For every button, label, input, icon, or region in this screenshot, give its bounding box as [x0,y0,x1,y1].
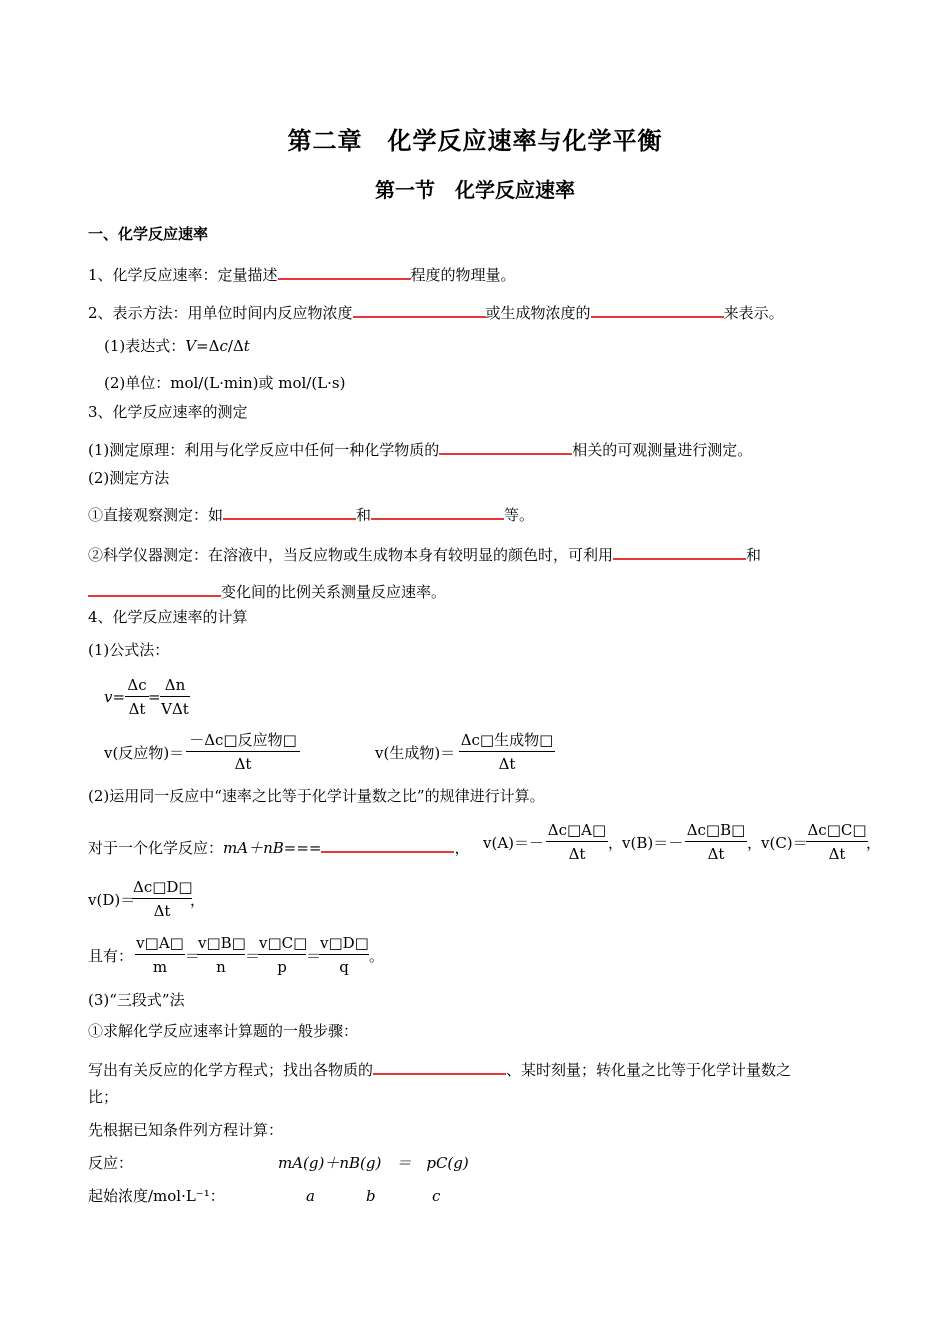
table-cell: b [366,1187,376,1205]
ratio-eq: ＝ [245,947,261,965]
ratio-lead: 且有： [88,947,134,965]
fill-blank[interactable] [223,500,356,520]
paragraph-3-2: (2)测定方法 [88,469,170,487]
fraction-rate-d: $\frac{\Delta c□D□}{\Delta t}$ [133,878,193,920]
paragraph-3-2b: ②科学仪器测定：在溶液中，当反应物或生成物本身有较明显的颜色时，可利用 和 [88,540,761,565]
paragraph-3-2b-cont: 变化间的比例关系测量反应速率。 [88,577,446,602]
section-title: 第一节 化学反应速率 [375,178,575,202]
heading-section-1: 一、化学反应速率 [88,225,209,243]
fraction-dc-dt: $\frac{\Delta c}{\Delta t}$ [125,676,149,718]
paragraph-3-2a: ①直接观察测定：如 和 等。 [88,500,534,525]
rate-c-lhs: v(C)＝ [761,834,808,852]
fraction-ratio-a: $\frac{v□A□}{m}$ [136,934,184,976]
paragraph-3-1: (1)测定原理：利用与化学反应中任何一种化学物质的 相关的可观测量进行测定。 [88,435,752,460]
fraction-rate-c: $\frac{\Delta c□C□}{\Delta t}$ [807,821,867,863]
fill-blank[interactable] [88,577,221,597]
chapter-title: 第二章 化学反应速率与化学平衡 [287,126,663,155]
separator: ， [608,834,624,852]
formula-eq: = [148,688,161,706]
unit-line: (2)单位：mol/(L·min)或 mol/(L·s) [104,374,346,392]
separator: ， [866,834,882,852]
fraction-reactant: －Δc□反应物□ Δt [186,731,300,773]
reaction-equation: mA(g)＋nB(g) ＝ pC(g) [278,1154,469,1172]
table-cell: c [432,1187,441,1205]
paragraph-4: 4、化学反应速率的计算 [88,608,248,626]
fraction-rate-a: $\frac{\Delta c□A□}{\Delta t}$ [547,821,607,863]
rate-d-lhs: v(D)＝ [88,891,136,909]
paragraph-3: 3、化学反应速率的测定 [88,403,248,421]
fill-blank[interactable] [613,540,746,560]
fraction-rate-b: $\frac{\Delta c□B□}{\Delta t}$ [686,821,746,863]
rate-a-lhs: v(A)＝－ [483,834,545,852]
rate-b-lhs: v(B)＝－ [622,834,684,852]
paragraph-4-3b: 写出有关反应的化学方程式；找出各物质的 、某时刻量；转化量之比等于化学计量数之 [88,1055,791,1080]
formula-v-lhs: v= [104,688,126,706]
fill-blank[interactable] [321,833,454,853]
expression-line: (1)表达式：V=Δc/Δt [104,337,250,355]
fraction-dn-vdt: Δn VΔt [161,676,189,718]
fraction-ratio-d: $\frac{v□D□}{q}$ [320,934,369,976]
paragraph-1: 1、化学反应速率：定量描述 程度的物理量。 [88,260,516,285]
ratio-eq: ＝ [185,947,201,965]
paragraph-4-1: (1)公式法： [88,641,170,659]
fraction-ratio-c: $\frac{v□C□}{p}$ [259,934,308,976]
table-row-label: 反应： [88,1154,134,1172]
fraction-ratio-b: $\frac{v□B□}{n}$ [198,934,246,976]
paragraph-4-2: (2)运用同一反应中“速率之比等于化学计量数之比”的规律进行计算。 [88,787,545,805]
table-row-label: 起始浓度/mol·L⁻¹： [88,1187,225,1205]
fill-blank[interactable] [591,298,724,318]
reaction-line: 对于一个化学反应：mA＋nB=== ， [88,833,469,858]
formula-reactant-lhs: v(反应物)＝ [104,744,185,762]
ratio-eq: ＝ [306,947,322,965]
paragraph-2: 2、表示方法：用单位时间内反应物浓度 或生成物浓度的 来表示。 [88,298,784,323]
paragraph-4-3: (3)“三段式”法 [88,991,185,1009]
fill-blank[interactable] [353,298,486,318]
paragraph-4-3c: 先根据已知条件列方程计算： [88,1121,284,1139]
separator: ， [747,834,763,852]
ratio-end: 。 [369,947,385,965]
fraction-product: Δc□生成物□ Δt [460,731,554,773]
paragraph-4-3b-cont: 比； [88,1088,119,1106]
fill-blank[interactable] [278,260,411,280]
separator: ， [190,891,206,909]
table-cell: a [306,1187,315,1205]
fill-blank[interactable] [371,500,504,520]
paragraph-4-3a: ①求解化学反应速率计算题的一般步骤： [88,1022,359,1040]
formula-product-lhs: v(生成物)＝ [375,744,456,762]
fill-blank[interactable] [439,435,572,455]
fill-blank[interactable] [373,1055,506,1075]
